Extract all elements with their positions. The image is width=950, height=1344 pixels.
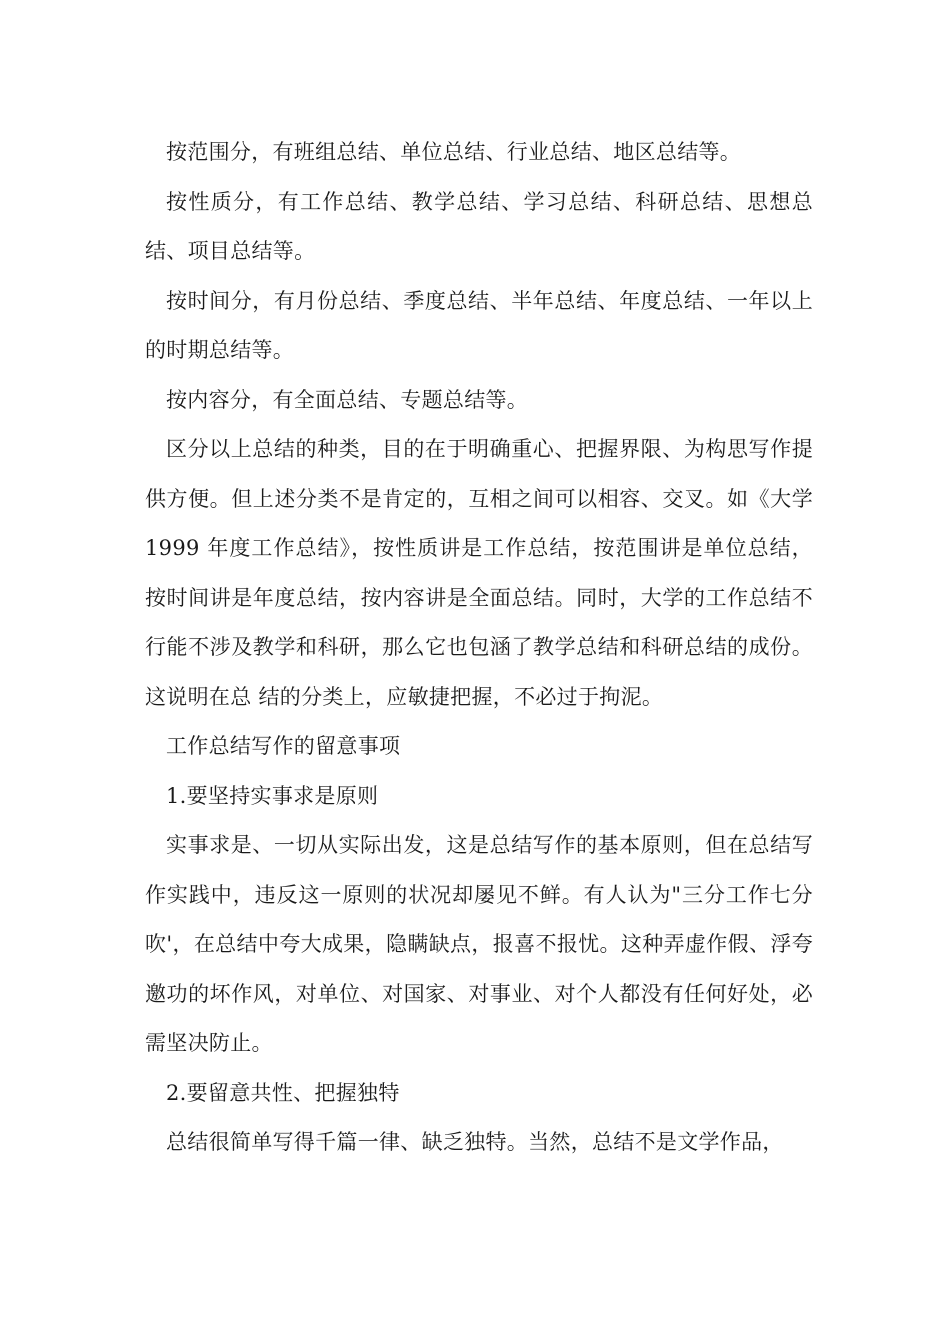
- paragraph-uniqueness: 总结很简单写得千篇一律、缺乏独特。当然，总结不是文学作品，: [166, 1130, 784, 1154]
- subheading-commonality-uniqueness: 2.要留意共性、把握独特: [166, 1080, 400, 1105]
- paragraph-time-classification: 按时间分，有月份总结、季度总结、半年总结、年度总结、一年以上的时期总结等。: [145, 288, 813, 362]
- paragraph-nature-classification: 按性质分，有工作总结、教学总结、学习总结、科研总结、思想总结、项目总结等。: [145, 189, 813, 263]
- paragraph-content-classification: 按内容分，有全面总结、专题总结等。: [166, 387, 529, 412]
- paragraph-scope-classification: 按范围分，有班组总结、单位总结、行业总结、地区总结等。: [166, 140, 742, 164]
- paragraph-classification-purpose: 区分以上总结的种类，目的在于明确重心、把握界限、为构思写作提供方便。但上述分类不是肯定的，互相之间可以相容、交叉。如《大学 1999 年度工作总结》，按性质讲是工作总结，按范围讲是单位总结，按时间讲是年度总结，按内容讲是全面总结。同时，大学的工作总结不行能不涉及教学和科研，那么它也包涵了教学总结和科研总结的成份。这说明在总 结的分类上，应敏捷把握，不必过于拘泥。: [145, 437, 813, 709]
- subheading-seek-truth: 1.要坚持实事求是原则: [166, 783, 379, 808]
- document-body: [145, 128, 813, 1168]
- paragraph-seek-truth: 实事求是、一切从实际出发，这是总结写作的基本原则，但在总结写作实践中，违反这一原则的状况却屡见不鲜。有人认为"三分工作七分吹'，在总结中夸大成果，隐瞒缺点，报喜不报忧。这种弄虚作假、浮夸邀功的坏作风，对单位、对国家、对事业、对个人都没有任何好处，必需坚决防止。: [145, 833, 813, 1055]
- section-heading-writing-notes: 工作总结写作的留意事项: [166, 734, 401, 758]
